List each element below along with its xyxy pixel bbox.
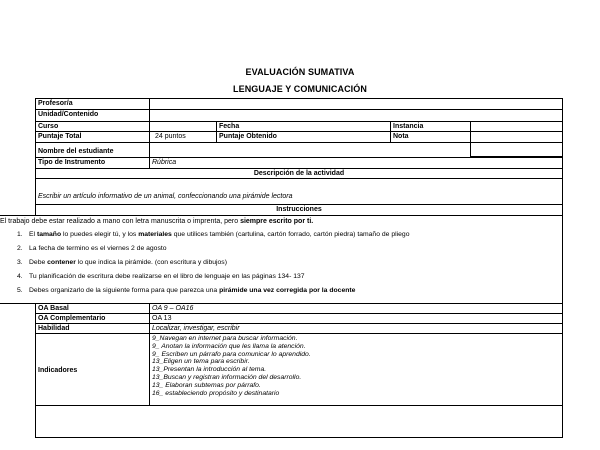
nombre-field[interactable] [149,142,471,158]
item-number: 1. [17,231,23,238]
document-title: EVALUACIÓN SUMATIVA [245,67,355,77]
indicador-item: 13_Buscan y registran información del desarrollo. [152,373,302,381]
item-text: lo que indica la pirámide. (con escritura y dibujos) [75,259,227,266]
profesor-label: Profesor/a [35,98,150,110]
bottom-empty-row [35,405,563,438]
item-bold: contener [47,259,76,266]
instrucciones-body [0,215,563,304]
unidad-label: Unidad/Contenido [35,109,150,122]
item-text: Debes organizarlo de la siguiente forma para que parezca una [29,287,220,294]
oa-complementario-value: OA 13 [149,313,563,324]
item-text: lo puedes elegir tú, y los [61,231,139,238]
indicador-item: 16_ estableciendo propósito y destinatario [152,389,280,397]
oa-basal-label: OA Basal [35,303,150,314]
habilidad-label: Habilidad [35,323,150,334]
indicadores-list [149,333,563,406]
item-bold: materiales [138,231,172,238]
tipo-label: Tipo de Instrumento [35,157,150,169]
indicador-item: 9_Navegan en internet para buscar información. [152,335,298,342]
instancia-label: Instancia [390,121,471,132]
indicador-item: 13_Presentan la introducción al tema. [152,366,267,374]
item-bold: pirámide una vez corregida por la docente [219,287,356,294]
instruction-item-1 [17,231,409,239]
oa-basal-value: OA 9 – OA16 [149,303,563,314]
puntaje-total-label: Puntaje Total [35,131,150,143]
intro-normal: El trabajo debe estar realizado a mano con letra manuscrita o imprenta, pero [0,218,241,225]
indicador-item: 13_ Elaboran subtemas por párrafo. [152,381,261,389]
curso-label: Curso [35,121,150,132]
habilidad-value: Localizar, investigar, escribir [149,323,563,334]
item-text: Tu planificación de escritura debe realizarse en el libro de lenguaje en las páginas 134- 137 [29,273,305,280]
item-number: 2. [17,245,23,252]
document-subtitle: LENGUAJE Y COMUNICACIÓN [233,84,367,94]
item-text: El [29,231,37,238]
descripcion-heading: Descripción de la actividad [35,168,563,179]
item-text: La fecha de termino es el viernes 2 de agosto [29,245,167,252]
instrucciones-heading: Instrucciones [35,204,563,216]
evaluation-form [0,98,563,438]
instruction-item-4 [17,273,305,281]
instrucciones-intro [0,218,313,226]
intro-bold: siempre escrito por ti. [240,218,314,225]
indicadores-label: Indicadores [35,333,150,406]
nombre-label: Nombre del estudiante [35,142,150,158]
puntaje-total-value: 24 puntos [149,131,217,143]
puntaje-obtenido-label: Puntaje Obtenido [216,131,391,143]
indicador-item: 9_ Anotan la información que les llama la atención. [152,342,306,350]
nota-label: Nota [390,131,471,143]
tipo-value: Rúbrica [149,157,563,169]
item-number: 4. [17,273,23,280]
nota-value-field[interactable] [470,142,563,158]
instruction-item-2 [17,245,167,253]
instruction-item-3 [17,259,227,267]
indicador-item: 9_ Escriben un párrafo para comunicar lo aprendido. [152,350,311,358]
item-text: que utilices también (cartulina, cartón forrado, cartón piedra) tamaño de pliego [171,231,410,238]
oa-complementario-label: OA Complementario [35,313,150,324]
item-bold: tamaño [36,231,62,238]
instruction-item-5 [17,287,355,295]
item-number: 3. [17,259,23,266]
indicador-item: 13_Eligen un tema para escribir. [152,358,250,366]
item-text: Debe [29,259,48,266]
fecha-label: Fecha [216,121,391,132]
descripcion-text: Escribir un artículo informativo de un animal, confeccionando una pirámide lectora [35,178,563,205]
item-number: 5. [17,287,23,294]
